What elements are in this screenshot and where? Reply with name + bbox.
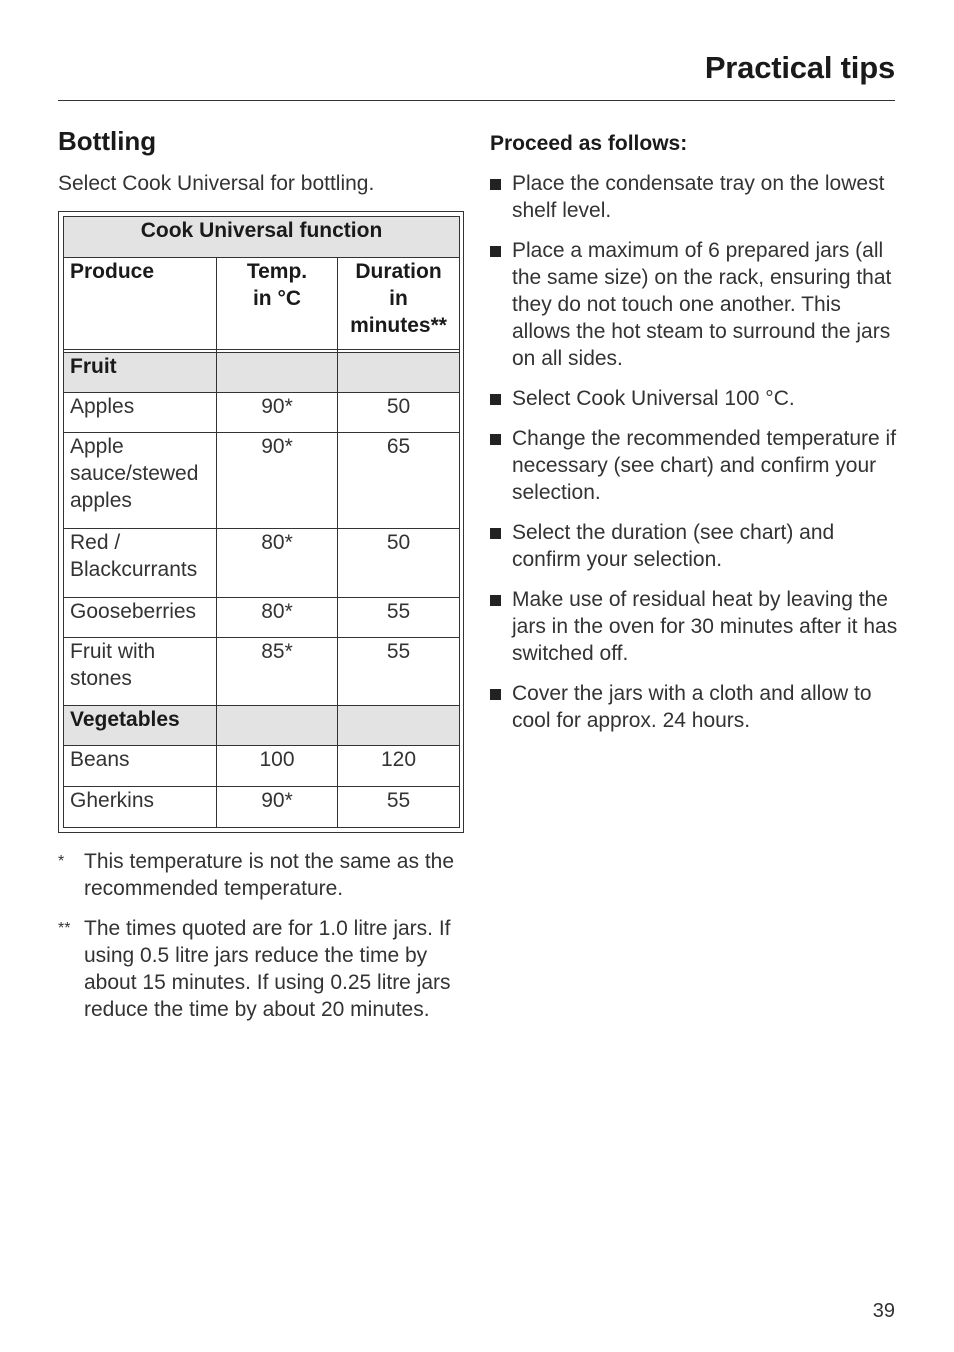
table-row bbox=[64, 598, 460, 638]
footnote-mark: ** bbox=[58, 920, 71, 937]
column-header-duration: Duration in minutes** bbox=[338, 258, 460, 350]
step-text: Cover the jars with a cloth and allow to cool for approx. 24 hours. bbox=[512, 682, 872, 732]
temp-cell: 90* bbox=[217, 393, 338, 433]
procedure-step bbox=[490, 680, 900, 734]
procedure-step bbox=[490, 425, 900, 506]
footnote bbox=[58, 848, 468, 902]
page-number: 39 bbox=[872, 1300, 895, 1322]
footnotes bbox=[58, 848, 468, 1036]
square-bullet-icon bbox=[490, 385, 512, 412]
intro-text: Select Cook Universal for bottling. bbox=[58, 172, 375, 195]
procedure-step bbox=[490, 385, 900, 412]
footnote-text: The times quoted are for 1.0 litre jars. If using 0.5 litre jars reduce the time by about 15 minutes. If using 0.25 litre jars reduce the time by about 20 minutes. bbox=[84, 917, 451, 1021]
duration-cell: 50 bbox=[338, 393, 460, 433]
table-group-row bbox=[64, 706, 460, 746]
footnote-mark: * bbox=[58, 853, 65, 870]
group-empty-cell bbox=[217, 706, 338, 746]
square-bullet-icon bbox=[490, 237, 512, 372]
bottling-table-frame bbox=[58, 211, 464, 833]
group-label: Fruit bbox=[64, 353, 217, 393]
page-title: Practical tips bbox=[704, 50, 895, 85]
footnote bbox=[58, 915, 468, 1023]
temp-cell: 100 bbox=[217, 746, 338, 787]
produce-cell: Gherkins bbox=[64, 787, 217, 828]
duration-cell: 50 bbox=[338, 529, 460, 598]
temp-cell: 90* bbox=[217, 787, 338, 828]
duration-cell: 65 bbox=[338, 433, 460, 529]
bottling-table bbox=[63, 216, 460, 828]
step-text: Place a maximum of 6 prepared jars (all the same size) on the rack, ensuring that they do not touch one another. This allows the hot steam to surround the jars on all sides. bbox=[512, 239, 892, 370]
duration-cell: 55 bbox=[338, 787, 460, 828]
table-caption: Cook Universal function bbox=[64, 217, 460, 258]
duration-cell: 120 bbox=[338, 746, 460, 787]
produce-cell: Apples bbox=[64, 393, 217, 433]
group-empty-cell bbox=[338, 706, 460, 746]
temp-cell: 80* bbox=[217, 529, 338, 598]
temp-cell: 90* bbox=[217, 433, 338, 529]
table-row bbox=[64, 787, 460, 828]
section-heading: Bottling bbox=[58, 126, 157, 156]
table-group-row bbox=[64, 353, 460, 393]
procedure-step bbox=[490, 237, 900, 372]
group-empty-cell bbox=[338, 353, 460, 393]
produce-cell: Apple sauce/stewed apples bbox=[64, 433, 217, 529]
group-empty-cell bbox=[217, 353, 338, 393]
produce-cell: Fruit with stones bbox=[64, 638, 217, 706]
square-bullet-icon bbox=[490, 170, 512, 224]
square-bullet-icon bbox=[490, 586, 512, 667]
procedure-step bbox=[490, 586, 900, 667]
procedure-step bbox=[490, 170, 900, 224]
step-text: Select the duration (see chart) and confirm your selection. bbox=[512, 521, 835, 571]
temp-cell: 85* bbox=[217, 638, 338, 706]
column-header-produce: Produce bbox=[64, 258, 217, 350]
step-text: Select Cook Universal 100 °C. bbox=[512, 387, 795, 410]
group-label: Vegetables bbox=[64, 706, 217, 746]
bottling-section bbox=[58, 124, 468, 198]
step-text: Make use of residual heat by leaving the jars in the oven for 30 minutes after it has switched off. bbox=[512, 588, 898, 665]
procedure-steps bbox=[490, 170, 900, 734]
duration-cell: 55 bbox=[338, 638, 460, 706]
procedure-heading: Proceed as follows: bbox=[490, 132, 688, 155]
produce-cell: Red / Blackcurrants bbox=[64, 529, 217, 598]
procedure-section bbox=[490, 130, 900, 747]
square-bullet-icon bbox=[490, 680, 512, 734]
table-row bbox=[64, 393, 460, 433]
table-row bbox=[64, 433, 460, 529]
temp-cell: 80* bbox=[217, 598, 338, 638]
produce-cell: Beans bbox=[64, 746, 217, 787]
footnote-text: This temperature is not the same as the recommended temperature. bbox=[84, 850, 455, 900]
step-text: Place the condensate tray on the lowest shelf level. bbox=[512, 172, 885, 222]
table-row bbox=[64, 529, 460, 598]
header-divider bbox=[58, 100, 895, 101]
produce-cell: Gooseberries bbox=[64, 598, 217, 638]
table-row bbox=[64, 638, 460, 706]
table-row bbox=[64, 746, 460, 787]
duration-cell: 55 bbox=[338, 598, 460, 638]
procedure-step bbox=[490, 519, 900, 573]
square-bullet-icon bbox=[490, 425, 512, 506]
step-text: Change the recommended temperature if necessary (see chart) and confirm your selection. bbox=[512, 427, 897, 504]
column-header-temp: Temp. in °C bbox=[217, 258, 338, 350]
square-bullet-icon bbox=[490, 519, 512, 573]
